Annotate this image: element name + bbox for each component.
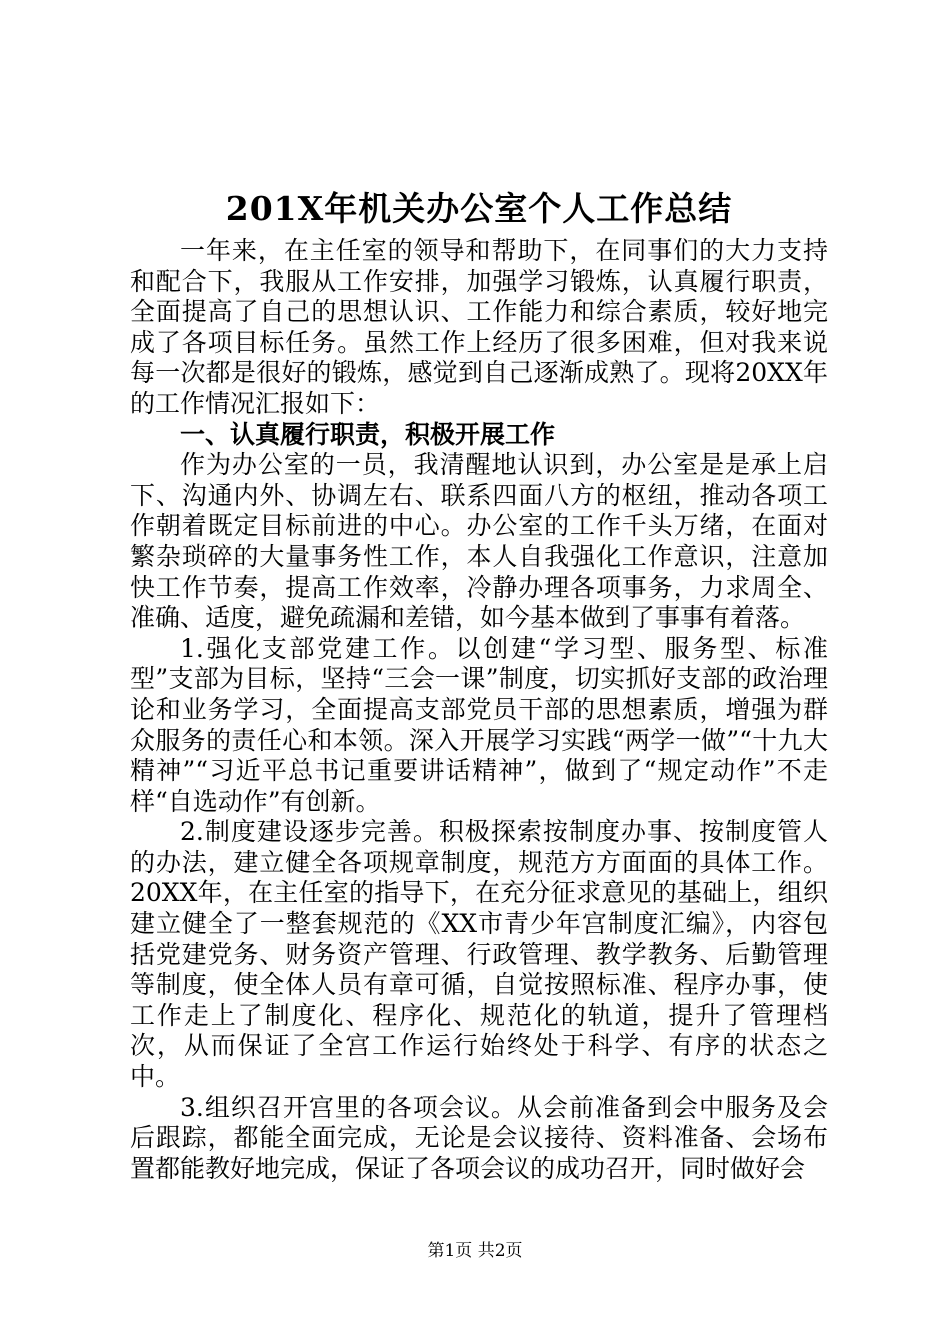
paragraph-item-3: 3.组织召开宫里的各项会议。从会前准备到会中服务及会后跟踪，都能全面完成，无论是会议接待、资料准备、会场布置都能教好地完成，保证了各项会议的成功召开，同时做好会 [130, 1092, 828, 1183]
paragraph-item-2: 2.制度建设逐步完善。积极探索按制度办事、按制度管人的办法，建立健全各项规章制度，规范方方面面的具体工作。20XX年，在主任室的指导下，在充分征求意见的基础上，组织建立健全了一整套规范的《XX市青少年宫制度汇编》，内容包括党建党务、财务资产管理、行政管理、教学教务、后勤管理等制度，使全体人员有章可循，自觉按照标准、程序办事，使工作走上了制度化、程序化、规范化的轨道，提升了管理档次，从而保证了全宫工作运行始终处于科学、有序的状态之中。 [130, 817, 828, 1092]
paragraph-intro: 一年来，在主任室的领导和帮助下，在同事们的大力支持和配合下，我服从工作安排，加强学习锻炼，认真履行职责，全面提高了自己的思想认识、工作能力和综合素质，较好地完成了各项目标任务。虽然工作上经历了很多困难，但对我来说每一次都是很好的锻炼，感觉到自己逐渐成熟了。现将20XX年的工作情况汇报如下： [130, 236, 828, 418]
section-heading-1: 一、认真履行职责，积极开展工作 [180, 419, 556, 449]
document-body [130, 236, 828, 1184]
paragraph-item-1: 1.强化支部党建工作。以创建“学习型、服务型、标准型”支部为目标，坚持“三会一课”制度，切实抓好支部的政治理论和业务学习，全面提高支部党员干部的思想素质，增强为群众服务的责任心和本领。深入开展学习实践“两学一做”“十九大精神”“习近平总书记重要讲话精神”，做到了“规定动作”不走样“自选动作”有创新。 [130, 633, 828, 816]
page-total: 共2页 [477, 1241, 523, 1261]
page-number: 第1页 [427, 1241, 473, 1261]
page-footer [0, 1240, 950, 1262]
paragraph-section-1: 作为办公室的一员，我清醒地认识到，办公室是是承上启下、沟通内外、协调左右、联系四面八方的枢纽，推动各项工作朝着既定目标前进的中心。办公室的工作千头万绪，在面对繁杂琐碎的大量事务性工作，本人自我强化工作意识，注意加快工作节奏，提高工作效率，冷静办理各项事务，力求周全、准确、适度，避免疏漏和差错，如今基本做到了事事有着落。 [130, 450, 828, 633]
document-page [130, 0, 828, 1344]
document-title: 201X年机关办公室个人工作总结 [225, 189, 733, 228]
